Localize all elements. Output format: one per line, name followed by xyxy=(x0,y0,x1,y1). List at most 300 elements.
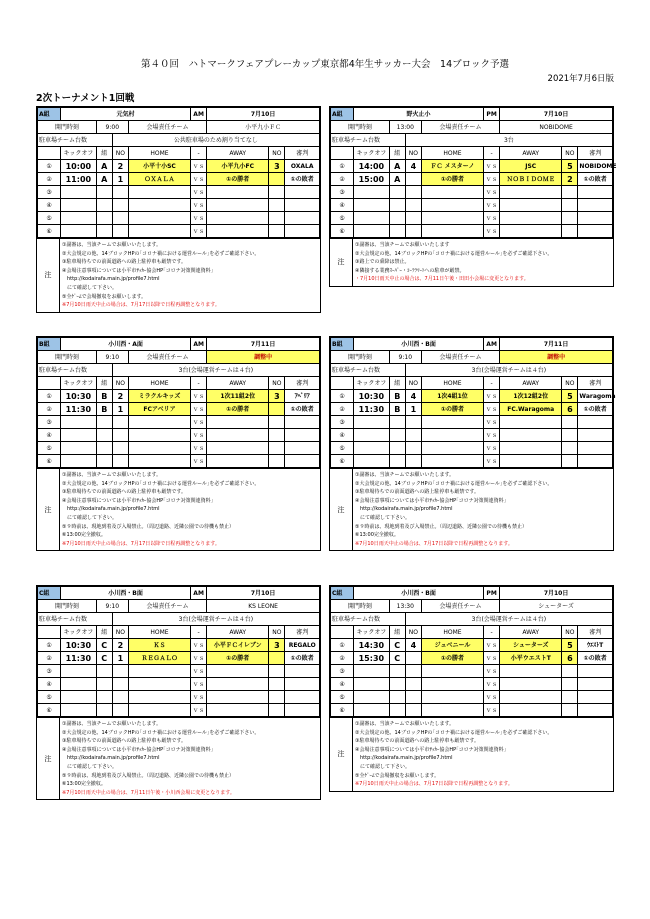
match-cell: 11:00 xyxy=(61,173,97,186)
match-cell: 10:30 xyxy=(61,639,97,652)
match-cell: 小平九小FC xyxy=(207,160,269,173)
match-cell xyxy=(285,665,320,678)
open-time: 9:10 xyxy=(96,600,128,613)
match-cell xyxy=(421,186,483,199)
match-cell xyxy=(389,455,405,468)
note-line: http://kodairafa.main.jp/profile7.html xyxy=(355,506,453,513)
match-cell: ① xyxy=(331,390,354,403)
match-cell xyxy=(112,704,128,717)
match-cell: 10:00 xyxy=(61,160,97,173)
match-cell xyxy=(500,225,562,238)
match-row xyxy=(38,665,320,678)
parking-value: 3台(会場運営チームは４台) xyxy=(405,364,612,377)
match-cell xyxy=(61,225,97,238)
match-cell: ｖｓ xyxy=(484,639,500,652)
match-cell: ④ xyxy=(38,429,61,442)
col-header: HOME xyxy=(128,626,190,639)
match-cell xyxy=(61,442,97,455)
match-cell: ｖｓ xyxy=(191,665,207,678)
match-cell: ｖｓ xyxy=(484,678,500,691)
match-cell xyxy=(578,186,613,199)
match-cell xyxy=(96,225,112,238)
match-cell: Waragoma xyxy=(578,390,613,403)
col-header: 審判 xyxy=(285,147,320,160)
match-cell xyxy=(128,199,190,212)
match-cell: ミラクルキッズ xyxy=(128,390,190,403)
match-cell xyxy=(269,212,285,225)
match-cell xyxy=(269,665,285,678)
block-4 xyxy=(329,336,614,551)
match-date: 7月11日 xyxy=(207,338,320,351)
block-5 xyxy=(36,585,321,800)
col-header: HOME xyxy=(421,377,483,390)
block-2 xyxy=(329,106,617,287)
match-cell xyxy=(61,416,97,429)
col-header: AWAY xyxy=(207,377,269,390)
match-cell xyxy=(128,416,190,429)
note-line: ⑥13:00完全撤収。 xyxy=(355,532,399,539)
note-line: ※7月10日雨天中止の場合は、7月17日以降で日程再調整となります。 xyxy=(62,302,220,309)
match-cell xyxy=(207,442,269,455)
block-3 xyxy=(36,336,321,551)
match-cell: ｖｓ xyxy=(191,225,207,238)
ampm-label: AM xyxy=(191,338,207,351)
match-cell xyxy=(285,225,320,238)
match-cell: ①の勝者 xyxy=(421,403,483,416)
match-cell xyxy=(500,429,562,442)
match-cell: B xyxy=(96,403,112,416)
match-cell xyxy=(389,416,405,429)
match-cell: ＫＳ xyxy=(128,639,190,652)
match-cell: ｖｓ xyxy=(191,704,207,717)
match-cell: 4 xyxy=(405,390,421,403)
group-label: C組 xyxy=(331,587,354,600)
col-header: - xyxy=(484,626,500,639)
version-date: 2021年7月6日版 xyxy=(547,74,614,84)
match-row xyxy=(331,678,613,691)
match-cell xyxy=(96,442,112,455)
open-time: 9:10 xyxy=(389,351,421,364)
match-cell: ①の敗者 xyxy=(285,652,320,665)
note-label: 注 xyxy=(37,239,60,312)
match-cell xyxy=(562,665,578,678)
match-cell xyxy=(285,455,320,468)
match-cell xyxy=(112,429,128,442)
match-cell xyxy=(96,678,112,691)
match-cell xyxy=(112,225,128,238)
col-header: - xyxy=(191,377,207,390)
col-header: 審判 xyxy=(578,626,613,639)
match-cell: ①の勝者 xyxy=(207,652,269,665)
match-cell xyxy=(128,429,190,442)
section-heading: 2次トーナメント1回戦 xyxy=(36,93,135,104)
col-header: AWAY xyxy=(207,626,269,639)
match-row xyxy=(331,704,613,717)
note-line: にて確認して下さい。 xyxy=(62,763,118,770)
note-label: 注 xyxy=(37,469,60,550)
match-row xyxy=(331,160,613,173)
match-cell: ⑥ xyxy=(331,455,354,468)
match-cell xyxy=(421,665,483,678)
match-cell xyxy=(96,212,112,225)
match-cell xyxy=(389,199,405,212)
match-cell: ｖｓ xyxy=(484,225,500,238)
resp-team: KS LEONE xyxy=(207,600,320,613)
match-cell xyxy=(96,691,112,704)
match-cell xyxy=(128,225,190,238)
note-line: http://kodairafa.main.jp/profile7.html xyxy=(62,506,160,513)
match-row xyxy=(331,639,613,652)
match-row xyxy=(331,455,613,468)
match-row xyxy=(38,429,320,442)
match-cell xyxy=(389,225,405,238)
match-row xyxy=(331,691,613,704)
match-row xyxy=(331,403,613,416)
match-cell: ③ xyxy=(38,186,61,199)
match-cell: ｱﾍﾞﾘｱ xyxy=(285,390,320,403)
match-cell: ｖｓ xyxy=(191,442,207,455)
note-label: 注 xyxy=(330,469,353,550)
match-cell: ①の敗者 xyxy=(578,652,613,665)
match-row xyxy=(38,390,320,403)
match-cell xyxy=(128,665,190,678)
venue-name: 小川西・B面 xyxy=(354,587,484,600)
match-cell: ③ xyxy=(331,186,354,199)
resp-team: 小平九小ＦＣ xyxy=(207,121,320,134)
match-cell xyxy=(354,678,390,691)
match-cell xyxy=(562,199,578,212)
note-line: ①副審は、当該チームでお願いいたします。 xyxy=(355,721,455,727)
match-cell xyxy=(421,225,483,238)
match-cell xyxy=(405,429,421,442)
match-cell xyxy=(389,678,405,691)
match-cell xyxy=(61,212,97,225)
match-row xyxy=(331,199,613,212)
match-cell: ｖｓ xyxy=(484,173,500,186)
match-cell xyxy=(207,212,269,225)
col-header: 審判 xyxy=(578,377,613,390)
match-cell: 1 xyxy=(112,652,128,665)
match-cell xyxy=(285,186,320,199)
match-cell: ⑤ xyxy=(331,691,354,704)
match-cell: C xyxy=(389,652,405,665)
match-row xyxy=(38,416,320,429)
match-cell xyxy=(269,678,285,691)
resp-label: 会場責任チーム xyxy=(128,121,206,134)
match-cell xyxy=(405,186,421,199)
match-cell: ⑤ xyxy=(331,442,354,455)
note-line: ①副審は、当該チームでお願いいたします。 xyxy=(355,472,455,478)
match-row xyxy=(331,429,613,442)
match-cell: ⑥ xyxy=(38,225,61,238)
match-cell: ｖｓ xyxy=(191,160,207,173)
match-cell xyxy=(269,691,285,704)
match-cell xyxy=(578,678,613,691)
col-header: キックオフ xyxy=(354,626,390,639)
match-cell xyxy=(578,429,613,442)
group-label: A組 xyxy=(38,108,61,121)
match-cell xyxy=(269,403,285,416)
match-cell: 6 xyxy=(562,403,578,416)
match-date: 7月10日 xyxy=(500,108,613,121)
match-cell: 1次12組2位 xyxy=(500,390,562,403)
match-cell: B xyxy=(389,403,405,416)
match-cell xyxy=(112,455,128,468)
parking-label: 駐車場チーム台数 xyxy=(331,134,406,147)
match-cell xyxy=(207,665,269,678)
match-cell xyxy=(269,652,285,665)
match-cell xyxy=(562,212,578,225)
match-cell: ｖｓ xyxy=(191,173,207,186)
col-header: 組 xyxy=(96,626,112,639)
match-cell xyxy=(405,652,421,665)
match-cell xyxy=(405,704,421,717)
match-cell: ｖｓ xyxy=(484,160,500,173)
match-cell: 15:30 xyxy=(354,652,390,665)
match-cell: ｖｓ xyxy=(191,639,207,652)
match-cell xyxy=(207,416,269,429)
match-cell: ｖｓ xyxy=(191,416,207,429)
match-cell: 6 xyxy=(562,652,578,665)
match-cell: ③ xyxy=(331,416,354,429)
resp-label: 会場責任チーム xyxy=(128,600,206,613)
venue-name: 野火止小 xyxy=(354,108,484,121)
match-cell: ｖｓ xyxy=(191,678,207,691)
match-row xyxy=(38,186,320,199)
match-cell: A xyxy=(389,173,405,186)
match-row xyxy=(38,160,320,173)
match-cell xyxy=(128,678,190,691)
match-cell: ＯＸＡＬＡ xyxy=(128,173,190,186)
resp-label: 会場責任チーム xyxy=(421,121,499,134)
note-line: にて確認して下さい。 xyxy=(355,514,411,521)
match-row xyxy=(38,691,320,704)
note-line: ②大会規定の他、14ブロックHPの｢コロナ禍における運営ルール｣を必ずご確認下さい。 xyxy=(62,480,260,487)
note-label: 注 xyxy=(37,718,60,799)
open-time: 13:00 xyxy=(389,121,421,134)
open-label: 開門時刻 xyxy=(331,600,390,613)
note-line: http://kodairafa.main.jp/profile7.html xyxy=(62,276,160,283)
match-cell: 2 xyxy=(112,160,128,173)
resp-label: 会場責任チーム xyxy=(128,351,206,364)
match-date: 7月10日 xyxy=(500,587,613,600)
match-cell: 5 xyxy=(562,639,578,652)
note-line: ②大会規定の他、14ブロックHPの｢コロナ禍における運営ルール｣を必ずご確認下さい。 xyxy=(62,250,260,257)
match-cell xyxy=(578,199,613,212)
match-cell xyxy=(578,225,613,238)
group-label: B組 xyxy=(38,338,61,351)
match-cell: ① xyxy=(38,390,61,403)
col-header: 審判 xyxy=(285,377,320,390)
col-header: NO xyxy=(112,147,128,160)
match-cell xyxy=(500,455,562,468)
ampm-label: AM xyxy=(191,108,207,121)
match-row xyxy=(38,639,320,652)
match-cell xyxy=(405,225,421,238)
match-cell xyxy=(96,704,112,717)
note-line: ③駐車場待ちでの前面道路への路上駐停車も厳禁です。 xyxy=(355,738,480,745)
match-cell xyxy=(112,691,128,704)
match-cell xyxy=(96,665,112,678)
match-cell xyxy=(578,704,613,717)
match-row xyxy=(38,442,320,455)
note-line: ②大会規定の他、14ブロックHPの｢コロナ禍における運営ルール｣を必ずご確認下さい。 xyxy=(62,729,260,736)
match-cell xyxy=(207,199,269,212)
col-header: - xyxy=(191,626,207,639)
match-cell xyxy=(285,212,320,225)
match-cell: ｖｓ xyxy=(484,429,500,442)
match-cell xyxy=(285,678,320,691)
match-cell xyxy=(405,455,421,468)
note-line: ・7月10日雨天中止の場合は、7月11日午後・田田小会場に変更となります。 xyxy=(355,276,529,283)
match-cell: ｖｓ xyxy=(191,390,207,403)
group-label: B組 xyxy=(331,338,354,351)
match-cell: ①の勝者 xyxy=(421,173,483,186)
match-cell xyxy=(354,691,390,704)
match-row xyxy=(38,173,320,186)
match-cell: B xyxy=(389,390,405,403)
note-line: ②大会規定の他、14ブロックHPの｢コロナ禍における運営ルール｣を必ずご確認下さい。 xyxy=(355,480,553,487)
match-cell: ｳｴｽﾄT xyxy=(578,639,613,652)
match-row xyxy=(331,212,613,225)
note-line: ⑤全ｹﾞｰﾑで会場撤収をお願いします。 xyxy=(62,293,147,300)
match-cell xyxy=(405,199,421,212)
match-cell xyxy=(500,704,562,717)
match-cell: ①の勝者 xyxy=(207,173,269,186)
match-cell xyxy=(405,678,421,691)
match-cell: 10:30 xyxy=(354,390,390,403)
match-cell xyxy=(128,704,190,717)
match-cell xyxy=(96,186,112,199)
match-cell: ④ xyxy=(38,678,61,691)
col-header: キックオフ xyxy=(61,377,97,390)
match-cell: ｖｓ xyxy=(484,704,500,717)
col-header: 組 xyxy=(96,377,112,390)
group-label: A組 xyxy=(331,108,354,121)
col-header: NO xyxy=(112,626,128,639)
match-cell xyxy=(61,199,97,212)
match-cell: ｖｓ xyxy=(484,403,500,416)
match-cell: FCアベリア xyxy=(128,403,190,416)
match-cell xyxy=(578,665,613,678)
match-cell: ｖｓ xyxy=(191,186,207,199)
note-line: にて確認して下さい。 xyxy=(62,514,118,521)
note-line: ③駐車場待ちでの前面道路への路上駐停車も厳禁です。 xyxy=(62,259,187,266)
col-header: HOME xyxy=(421,147,483,160)
match-cell xyxy=(61,665,97,678)
match-cell: ｖｓ xyxy=(484,212,500,225)
match-cell: 5 xyxy=(562,160,578,173)
col-header: NO xyxy=(269,377,285,390)
match-cell: ＦＣ メスターノ xyxy=(421,160,483,173)
match-cell xyxy=(389,704,405,717)
match-cell: ①の敗者 xyxy=(285,173,320,186)
match-cell: ①の勝者 xyxy=(421,652,483,665)
match-cell: JSC xyxy=(500,160,562,173)
match-cell: ｖｓ xyxy=(484,186,500,199)
parking-value: 3台 xyxy=(405,134,612,147)
match-cell xyxy=(207,678,269,691)
match-cell: ｖｓ xyxy=(191,403,207,416)
match-cell: ⑤ xyxy=(38,691,61,704)
col-header: NO xyxy=(562,147,578,160)
match-cell xyxy=(61,186,97,199)
match-cell xyxy=(389,186,405,199)
col-header: NO xyxy=(405,377,421,390)
match-cell xyxy=(354,186,390,199)
note-line: ⑤９時前は、現地到着及び入場禁止。（周辺道路、近隣公園での待機も禁止） xyxy=(355,523,527,530)
resp-team: 調整中 xyxy=(500,351,613,364)
match-cell: 小平ウエストT xyxy=(500,652,562,665)
match-row xyxy=(331,390,613,403)
match-row xyxy=(331,186,613,199)
note-line: ⑥13:00完全撤収。 xyxy=(62,532,106,539)
resp-label: 会場責任チーム xyxy=(421,600,499,613)
match-cell: FC.Waragoma xyxy=(500,403,562,416)
match-cell: ② xyxy=(331,652,354,665)
match-cell xyxy=(128,186,190,199)
match-cell xyxy=(389,665,405,678)
col-header: 組 xyxy=(389,626,405,639)
col-header: - xyxy=(191,147,207,160)
open-label: 開門時刻 xyxy=(38,351,97,364)
note-line: ①副審は、当該チームでお願いいたします。 xyxy=(62,242,162,248)
parking-value: 公共駐車場のため割り当てなし xyxy=(112,134,319,147)
match-cell: 4 xyxy=(405,639,421,652)
match-cell: ｖｓ xyxy=(191,652,207,665)
match-cell xyxy=(61,704,97,717)
note-line: にて確認して下さい。 xyxy=(62,284,118,291)
match-cell xyxy=(500,442,562,455)
match-cell xyxy=(421,691,483,704)
match-cell xyxy=(285,442,320,455)
match-cell xyxy=(562,429,578,442)
col-header: 審判 xyxy=(578,147,613,160)
match-cell xyxy=(112,186,128,199)
match-cell: ｖｓ xyxy=(484,665,500,678)
note-line: ①副審は、当該チームでお願いいたします。 xyxy=(62,721,162,727)
match-cell: ｖｓ xyxy=(191,455,207,468)
resp-team: 調整中 xyxy=(207,351,320,364)
match-cell: ⑤ xyxy=(331,212,354,225)
match-cell: ④ xyxy=(331,429,354,442)
match-cell xyxy=(269,199,285,212)
match-cell xyxy=(354,429,390,442)
note-line: ③駐車場待ちでの前面道路への路上駐停車も厳禁です。 xyxy=(62,489,187,496)
match-cell xyxy=(61,691,97,704)
match-cell: ｖｓ xyxy=(484,416,500,429)
note-line: ③駐車場待ちでの前面道路への路上駐停車も厳禁です。 xyxy=(62,738,187,745)
match-date: 7月11日 xyxy=(500,338,613,351)
match-cell: C xyxy=(389,639,405,652)
match-cell xyxy=(500,678,562,691)
match-date: 7月10日 xyxy=(207,587,320,600)
match-cell xyxy=(421,678,483,691)
match-cell: ② xyxy=(38,173,61,186)
match-row xyxy=(38,225,320,238)
match-cell xyxy=(128,212,190,225)
match-cell xyxy=(562,455,578,468)
match-cell xyxy=(389,442,405,455)
match-cell xyxy=(421,212,483,225)
match-cell: 1次4組1位 xyxy=(421,390,483,403)
venue-name: 小川西・B面 xyxy=(354,338,484,351)
match-cell: ⑤ xyxy=(38,212,61,225)
col-header: NO xyxy=(269,626,285,639)
match-cell xyxy=(562,704,578,717)
open-label: 開門時刻 xyxy=(38,121,97,134)
match-cell: ④ xyxy=(331,199,354,212)
